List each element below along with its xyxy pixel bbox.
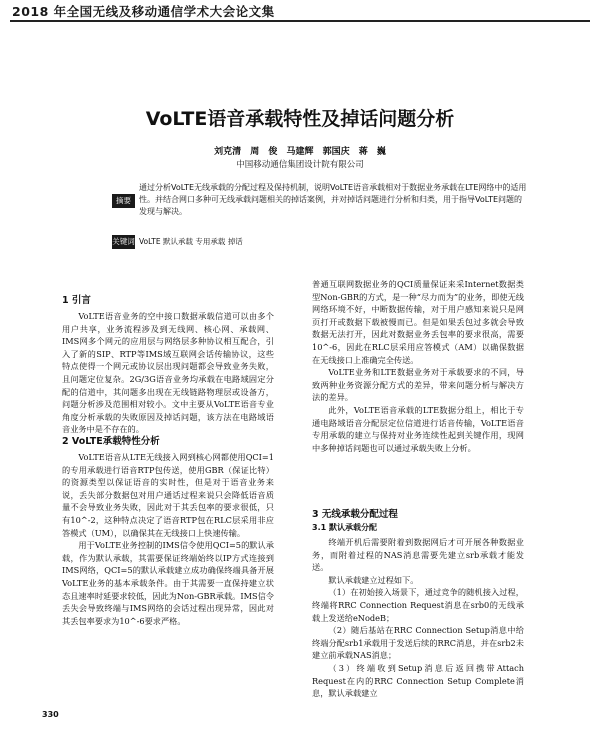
header-rule: [10, 20, 590, 22]
abstract-text: 通过分析VoLTE无线承载的分配过程及保持机制，说明VoLTE语音承载相对于数据业务承载在LTE网络中的适用性。并结合网口多种可无线承载问题相关的掉话案例，并对掉话问题进行分析和归类，用于指导VoLTE问题的发现与解决。: [139, 183, 527, 216]
paper-title: VoLTE语音承载特性及掉话问题分析: [145, 108, 455, 130]
section-2-paragraph: 此外，VoLTE语音承载的LTE数据分组上，相比于专通电路域语音分配层定位信道进行话音传输，VoLTE语音专用承载的建立与保持对业务连续性起到关键作用，现网中多种掉话问题也可以通过承载失败上分析。: [312, 404, 524, 453]
section-2-title: 2 VoLTE承载特性分析: [62, 436, 160, 447]
section-3-1-paragraph: （3）终端收到Setup消息后返回携带Attach Request在内的RRC Connection Setup Complete消息，默认承载建立: [312, 662, 524, 699]
keywords-label: 关键词: [112, 235, 135, 249]
section-2-paragraph: VoLTE语音从LTE无线接入网到核心网都使用QCI=1的专用承载进行语音RTP包传送，使用GBR（保证比特）的资源类型以保证语音的实时性，但是对于语音业务来说，丢失部分数据包对用户通话过程来说只会降低语音质量不会导致业务失败，因此对于其丢包率的要求很低，只有10^-2，这种特点决定了语音RTP包在RLC层采用非应答模式（UM），以确保其在无线接口上快速传输。: [62, 452, 274, 538]
section-3-1-paragraph: （2）随后基站在RRC Connection Setup消息中给终端分配srb1承载用于发送后续的RRC消息，并在srb2未建立前承载NAS消息；: [312, 625, 524, 661]
section-2-paragraph: 用于VoLTE业务控制的IMS信令使用QCI=5的默认承载，作为默认承载，其需要保证终端始终以IP方式连接到IMS网络，QCI=5的默认承载建立成功确保终端具备开展VoLTE业务的基本承载条件。由于其需要一直保持建立状态且速率时延要求较低，因此为Non-GBR承载。IMS信令丢失会导致终端与IMS网络的会话过程出现异常，因此对其丢包率要求为10^-6要求严格。: [62, 540, 274, 626]
abstract-label: 摘要: [112, 194, 135, 208]
section-3-1-paragraph: （1）在初始接入场景下，通过竞争的随机接入过程，终端将RRC Connection Request消息在srb0的无线承载上发送给eNodeB；: [312, 587, 524, 623]
section-1-paragraph: VoLTE语音业务的空中接口数据承载信道可以由多个用户共享，业务流程涉及到无线网、核心网、承载网、IMS网多个网元的应用层与网络层多种协议相互配合，引入了新的SIP、RTP等IMS域互联网会话传输协议，这些特点使得一个网元或协议层出现问题都会导致业务失败，且问题定位复杂。2G/3G语音业务均承载在电路域固定分配的信道中，其问题多出现在无线链路物理层或设备方，问题分析涉及范围相对较小。文中主要从VoLTE语音专业角度分析承载的失败原因及掉话问题，该方法在电路域语音业务中是不存在的。: [62, 311, 274, 435]
section-2-paragraph: VoLTE业务和LTE数据业务对于承载要求的不同，导致两种业务资源分配方式的差异，带来问题分析与解决方法的差异。: [312, 367, 524, 403]
section-1-title: 1 引言: [62, 295, 91, 306]
paper-authors: 刘克清 周 俊 马建辉 郭国庆 蒋 巍: [214, 147, 386, 157]
journal-header: 2018 年全国无线及移动通信学术大会论文集: [12, 4, 275, 19]
section-3-1-paragraph: 终端开机后需要附着到数据网后才可开展各种数据业务，而附着过程的NAS消息需要先建立srb承载才能发送。: [312, 537, 524, 573]
page-number: 330: [42, 710, 59, 719]
section-2-paragraph: 普通互联网数据业务的QCI质量保证来采Internet数据类型Non-GBR的方式，是一种“尽力而为”的业务，即使无线网络环境不好，中断数据传输，对于用户感知来说只是网页打开或数据下载被慢而已。但是如果丢包过多就会导致数据无法打开，因此对数据业务丢包率的要求很高，需要10^-6，因此在RLC层采用应答模式（AM）以确保数据在无线接口上准确完全传送。: [312, 279, 524, 365]
section-3-1-paragraph: 默认承载建立过程如下。: [328, 574, 419, 585]
section-3-title: 3 无线承载分配过程: [312, 509, 398, 520]
paper-affiliation: 中国移动通信集团设计院有限公司: [236, 160, 364, 170]
section-3-1-title: 3.1 默认承载分配: [312, 523, 377, 532]
keywords-text: VoLTE 默认承载 专用承载 掉话: [139, 237, 243, 246]
